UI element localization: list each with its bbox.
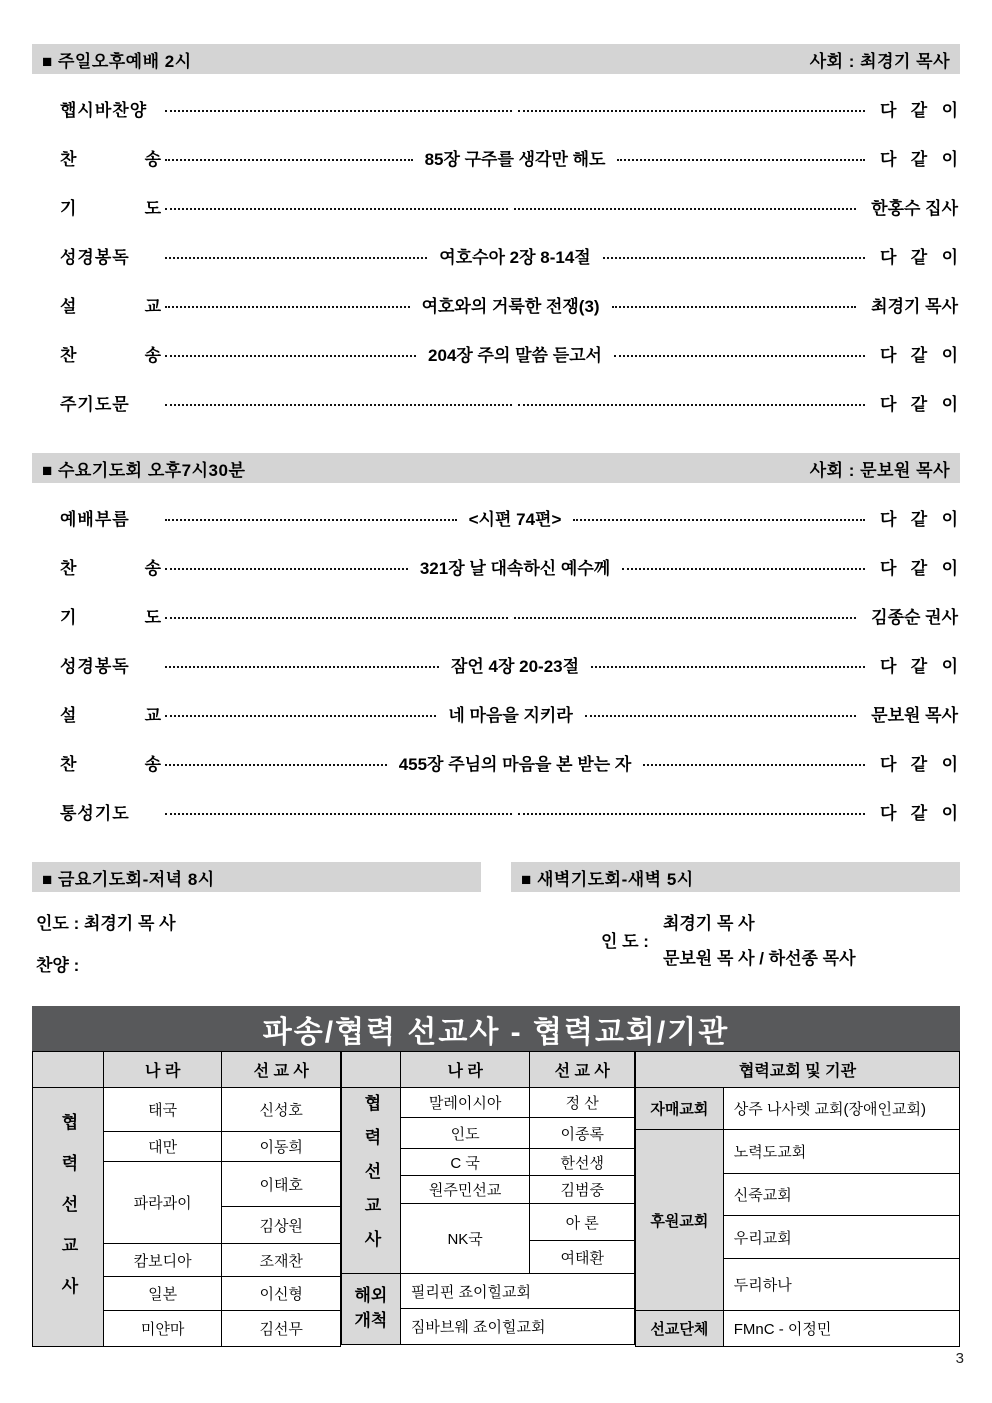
missionary-cell: 이태호 bbox=[222, 1162, 341, 1207]
friday-prayer-block bbox=[32, 862, 481, 976]
program-item-label: 성경봉독 bbox=[60, 657, 130, 676]
dawn-leader-names bbox=[663, 909, 856, 969]
program-row bbox=[32, 84, 960, 133]
section-presider: 사회 : 최경기 목사 bbox=[809, 51, 950, 71]
dotted-leader bbox=[585, 715, 856, 717]
missionary-cell: 조재찬 bbox=[222, 1244, 341, 1277]
program-item-label: 기 도 bbox=[60, 608, 162, 627]
dotted-leader bbox=[165, 110, 512, 112]
partner-value-cell: 우리교회 bbox=[723, 1216, 959, 1259]
partner-category-support-church: 후원교회 bbox=[636, 1130, 724, 1311]
partner-value-cell: 상주 나사렛 교회(장애인교회) bbox=[723, 1088, 959, 1130]
dotted-leader bbox=[514, 208, 857, 210]
section-header-friday-prayer bbox=[32, 862, 481, 892]
program-item-label: 주기도문 bbox=[60, 395, 130, 414]
dotted-leader bbox=[165, 208, 508, 210]
group-label-coop-missionary: 협력선교사 bbox=[33, 1088, 104, 1347]
missionary-cell: 여태환 bbox=[530, 1241, 635, 1274]
header-missionary: 선 교 사 bbox=[530, 1052, 635, 1088]
dotted-leader bbox=[165, 617, 508, 619]
program-item-detail: 204장 주의 말씀 듣고서 bbox=[428, 346, 602, 365]
section-header-wednesday-prayer bbox=[32, 453, 960, 483]
program-item-detail: 여호와의 거룩한 전쟁(3) bbox=[421, 297, 600, 316]
missionary-cell: 아 론 bbox=[530, 1204, 635, 1241]
partner-value-cell: 신죽교회 bbox=[723, 1174, 959, 1216]
section-header-dawn-prayer bbox=[511, 862, 960, 892]
dotted-leader bbox=[573, 519, 865, 521]
mission-table-title: 파송/협력 선교사 - 협력교회/기관 bbox=[32, 1006, 960, 1051]
partner-category-sister-church: 자매교회 bbox=[636, 1088, 724, 1130]
country-cell: 미얀마 bbox=[103, 1311, 222, 1347]
header-missionary: 선 교 사 bbox=[222, 1052, 341, 1088]
missionary-cell: 신성호 bbox=[222, 1088, 341, 1132]
missionary-cell: 이신형 bbox=[222, 1277, 341, 1311]
program-performer: 다 같 이 bbox=[880, 101, 958, 120]
header-partner: 협력교회 및 기관 bbox=[636, 1052, 960, 1088]
section-title: ■ 금요기도회-저녁 8시 bbox=[42, 869, 215, 889]
program-item-label: 설 교 bbox=[60, 297, 162, 316]
program-performer: 다 같 이 bbox=[880, 248, 958, 267]
dawn-prayer-body bbox=[511, 909, 960, 969]
program-row bbox=[32, 493, 960, 542]
program-performer: 다 같 이 bbox=[880, 150, 959, 169]
small-sections bbox=[32, 862, 960, 976]
friday-leader-line: 인도 : 최경기 목 사 bbox=[36, 914, 176, 933]
dotted-leader bbox=[165, 666, 439, 668]
dawn-leader-line: 문보원 목 사 / 하선종 목사 bbox=[662, 949, 856, 968]
dotted-leader bbox=[518, 404, 865, 406]
mission-table-middle bbox=[341, 1051, 635, 1345]
section-presider: 사회 : 문보원 목사 bbox=[809, 460, 950, 480]
dotted-leader bbox=[643, 764, 865, 766]
header-country: 나 라 bbox=[103, 1052, 222, 1088]
program-row bbox=[32, 182, 960, 231]
missionary-cell: 한선생 bbox=[530, 1149, 635, 1176]
group-label-overseas-planting: 해외개척 bbox=[342, 1274, 401, 1345]
header-blank-cell bbox=[33, 1052, 104, 1088]
country-cell: 원주민선교 bbox=[400, 1176, 530, 1204]
mission-table-right bbox=[635, 1051, 960, 1347]
mission-tables bbox=[32, 1051, 960, 1347]
dotted-leader bbox=[622, 568, 865, 570]
country-cell: NK국 bbox=[400, 1204, 530, 1274]
missionary-cell: 김범중 bbox=[530, 1176, 635, 1204]
dotted-leader bbox=[165, 568, 408, 570]
dotted-leader bbox=[518, 813, 865, 815]
program-performer: 최경기 목사 bbox=[871, 297, 958, 316]
partner-category-mission-org: 선교단체 bbox=[636, 1311, 724, 1347]
mission-table-left bbox=[32, 1051, 341, 1347]
dotted-leader bbox=[591, 666, 865, 668]
header-blank-cell bbox=[342, 1052, 401, 1088]
country-cell: 태국 bbox=[103, 1088, 222, 1132]
partner-value-cell: FMnC - 이정민 bbox=[723, 1311, 959, 1347]
dotted-leader bbox=[617, 159, 865, 161]
dotted-leader bbox=[165, 159, 413, 161]
program-performer: 다 같 이 bbox=[880, 804, 958, 823]
country-cell: 파라과이 bbox=[103, 1162, 222, 1244]
missionary-cell: 김상원 bbox=[222, 1207, 341, 1244]
program-item-label: 햅시바찬양 bbox=[60, 101, 148, 120]
program-performer: 다 같 이 bbox=[880, 395, 958, 414]
program-row bbox=[32, 329, 960, 378]
dotted-leader bbox=[612, 306, 857, 308]
program-performer: 다 같 이 bbox=[880, 510, 959, 529]
dotted-leader bbox=[165, 764, 387, 766]
program-item-detail: 455장 주님의 마음을 본 받는 자 bbox=[398, 755, 632, 774]
program-row bbox=[32, 640, 960, 689]
partner-value-cell: 두리하나 bbox=[723, 1259, 959, 1311]
header-country: 나 라 bbox=[400, 1052, 530, 1088]
program-item-label: 예배부름 bbox=[60, 510, 130, 529]
program-item-label: 찬 송 bbox=[60, 559, 162, 578]
missionary-cell: 정 산 bbox=[530, 1088, 635, 1118]
dotted-leader bbox=[165, 519, 457, 521]
page-number: 3 bbox=[955, 1350, 964, 1367]
program-row bbox=[32, 738, 960, 787]
program-row bbox=[32, 542, 960, 591]
dotted-leader bbox=[165, 257, 427, 259]
country-cell: 말레이시아 bbox=[400, 1088, 530, 1118]
program-item-detail: 321장 날 대속하신 예수께 bbox=[419, 559, 611, 578]
program-row bbox=[32, 133, 960, 182]
section-title: ■ 주일오후예배 2시 bbox=[42, 51, 192, 71]
group-label-coop-missionary: 협력선교사 bbox=[342, 1088, 401, 1274]
dotted-leader bbox=[518, 110, 865, 112]
dotted-leader bbox=[165, 715, 436, 717]
dotted-leader bbox=[614, 355, 865, 357]
program-item-detail: 여호수아 2장 8-14절 bbox=[439, 248, 591, 267]
program-item-label: 성경봉독 bbox=[60, 248, 130, 267]
program-row bbox=[32, 231, 960, 280]
dawn-leader-label: 인 도 : bbox=[601, 931, 649, 951]
program-row bbox=[32, 378, 960, 427]
dawn-leader-line: 최경기 목 사 bbox=[662, 914, 755, 933]
friday-praise-line: 찬양 : bbox=[36, 956, 80, 975]
program-list-wednesday bbox=[32, 493, 960, 836]
program-performer: 김종순 권사 bbox=[871, 608, 958, 627]
program-row bbox=[32, 689, 960, 738]
program-item-detail: 네 마음을 지키라 bbox=[448, 706, 573, 725]
program-performer: 문보원 목사 bbox=[871, 706, 958, 725]
program-item-label: 찬 송 bbox=[60, 150, 162, 169]
section-title: ■ 수요기도회 오후7시30분 bbox=[42, 460, 246, 480]
program-performer: 다 같 이 bbox=[880, 559, 958, 578]
program-performer: 다 같 이 bbox=[880, 657, 959, 676]
missionary-cell: 이종록 bbox=[530, 1118, 635, 1149]
dotted-leader bbox=[165, 404, 512, 406]
dotted-leader bbox=[603, 257, 865, 259]
country-cell: 캄보디아 bbox=[103, 1244, 222, 1277]
mission-table-section bbox=[32, 1006, 960, 1347]
program-list-sunday bbox=[32, 84, 960, 427]
dotted-leader bbox=[165, 306, 410, 308]
dotted-leader bbox=[165, 813, 512, 815]
country-cell: 일본 bbox=[103, 1277, 222, 1311]
missionary-cell: 김선무 bbox=[222, 1311, 341, 1347]
missionary-cell: 이동희 bbox=[222, 1132, 341, 1162]
program-performer: 다 같 이 bbox=[880, 755, 958, 774]
program-item-detail: 85장 구주를 생각만 해도 bbox=[424, 150, 606, 169]
section-header-sunday-afternoon bbox=[32, 44, 960, 74]
dotted-leader bbox=[165, 355, 416, 357]
program-row bbox=[32, 591, 960, 640]
program-item-detail: <시편 74편> bbox=[468, 510, 562, 529]
program-item-label: 찬 송 bbox=[60, 755, 162, 774]
program-item-label: 설 교 bbox=[60, 706, 162, 725]
program-item-label: 통성기도 bbox=[60, 804, 130, 823]
overseas-church-cell: 짐바브웨 죠이힐교회 bbox=[400, 1309, 634, 1345]
partner-value-cell: 노력도교회 bbox=[723, 1130, 959, 1174]
dotted-leader bbox=[514, 617, 857, 619]
country-cell: 인도 bbox=[400, 1118, 530, 1149]
program-item-detail: 잠언 4장 20-23절 bbox=[450, 657, 580, 676]
section-title: ■ 새벽기도회-새벽 5시 bbox=[521, 869, 694, 889]
overseas-church-cell: 필리핀 죠이힐교회 bbox=[400, 1274, 634, 1309]
dawn-prayer-block bbox=[511, 862, 960, 976]
program-performer: 다 같 이 bbox=[880, 346, 959, 365]
country-cell: C 국 bbox=[400, 1149, 530, 1176]
program-row bbox=[32, 280, 960, 329]
friday-prayer-body bbox=[32, 909, 481, 976]
program-item-label: 찬 송 bbox=[60, 346, 162, 365]
program-performer: 한홍수 집사 bbox=[871, 199, 958, 218]
program-row bbox=[32, 787, 960, 836]
country-cell: 대만 bbox=[103, 1132, 222, 1162]
program-item-label: 기 도 bbox=[60, 199, 162, 218]
